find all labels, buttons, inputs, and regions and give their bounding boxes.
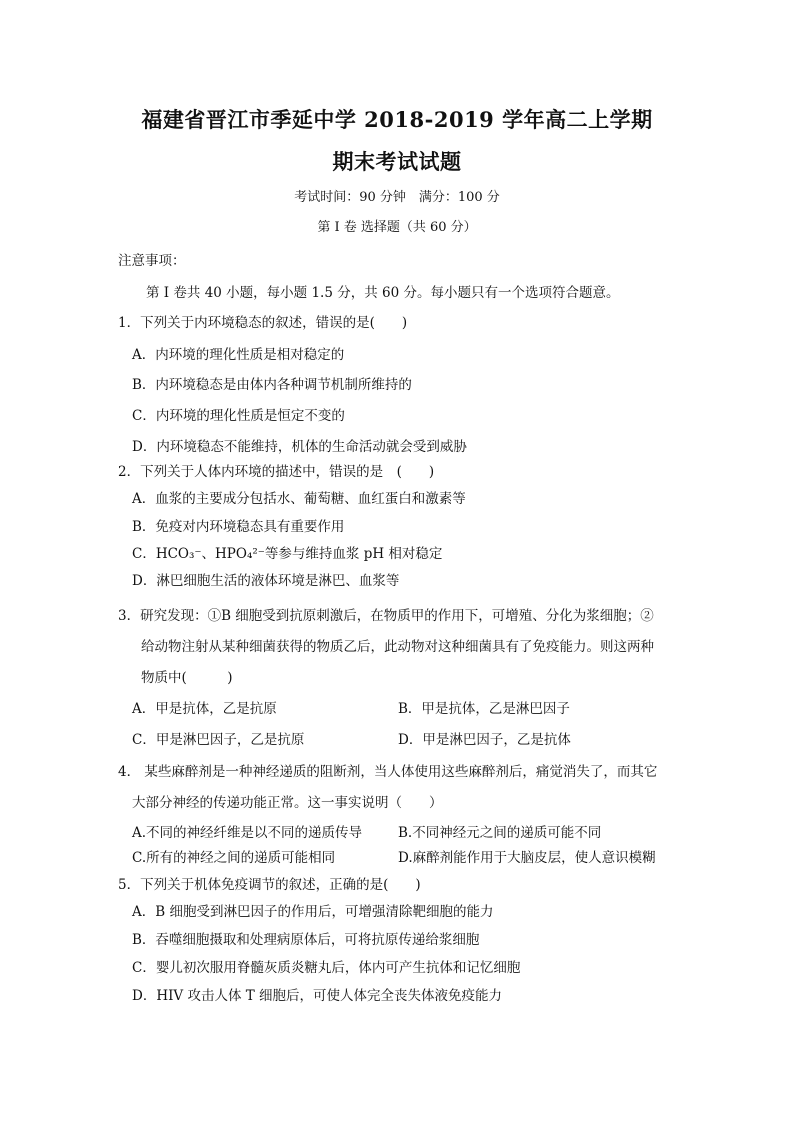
option-d: D．甲是淋巴因子，乙是抗体 [398,732,571,748]
notice-text: 第 I 卷共 40 小题，每小题 1.5 分，共 60 分。每小题只有一个选项符合题意。 [146,285,620,301]
question-stem: 2．下列关于人体内环境的描述中，错误的是 ( ) [118,464,435,480]
option-d: D．淋巴细胞生活的液体环境是淋巴、血浆等 [132,573,400,589]
question-stem: 5．下列关于机体免疫调节的叙述，正确的是( ) [118,877,421,893]
page-title-line2: 期末考试试题 [332,149,462,174]
notice-label: 注意事项： [118,253,186,269]
option-c: C．内环境的理化性质是恒定不变的 [132,408,345,424]
option-d: D．内环境稳态不能维持，机体的生命活动就会受到威胁 [132,439,467,455]
option-a: A．甲是抗体，乙是抗原 [132,701,277,717]
section-title: 第 I 卷 选择题（共 60 分） [317,220,477,235]
option-b: B．吞噬细胞摄取和处理病原体后，可将抗原传递给浆细胞 [132,932,480,948]
exam-info: 考试时间：90 分钟 满分：100 分 [294,190,500,205]
option-c: C.所有的神经之间的递质可能相同 [132,850,336,866]
question-stem-line2: 大部分神经的传递功能正常。这一事实说明（ ） [132,795,443,811]
option-c: C．甲是淋巴因子，乙是抗原 [132,732,305,748]
option-b: B．内环境稳态是由体内各种调节机制所维持的 [132,377,412,393]
question-stem: 1．下列关于内环境稳态的叙述，错误的是( ) [118,315,408,331]
option-b: B．免疫对内环境稳态具有重要作用 [132,519,345,535]
question-stem-line3: 物质中( ) [141,670,233,686]
question-stem-line1: 4． 某些麻醉剂是一种神经递质的阻断剂，当人体使用这些麻醉剂后，痛觉消失了，而其它 [118,764,658,780]
question-stem-line1: 3．研究发现：①B 细胞受到抗原刺激后，在物质甲的作用下，可增殖、分化为浆细胞；② [118,608,654,624]
option-a: A．内环境的理化性质是相对稳定的 [132,347,345,363]
option-c: C．HCO₃⁻、HPO₄²⁻等参与维持血浆 pH 相对稳定 [132,546,443,562]
option-d: D.麻醉剂能作用于大脑皮层，使人意识模糊 [398,850,656,866]
option-c: C．婴儿初次服用脊髓灰质炎糖丸后，体内可产生抗体和记忆细胞 [132,960,521,976]
option-a: A．血浆的主要成分包括水、葡萄糖、血红蛋白和激素等 [132,491,466,507]
option-a: A．B 细胞受到淋巴因子的作用后，可增强清除靶细胞的能力 [132,904,494,920]
option-a: A.不同的神经纤维是以不同的递质传导 [132,825,363,841]
question-stem-line2: 给动物注射从某种细菌获得的物质乙后，此动物对这种细菌具有了免疫能力。则这两种 [141,639,654,655]
option-d: D．HIV 攻击人体 T 细胞后，可使人体完全丧失体液免疫能力 [132,988,503,1004]
option-b: B．甲是抗体，乙是淋巴因子 [398,701,570,717]
page-title-line1: 福建省晋江市季延中学 2018-2019 学年高二上学期 [141,107,653,132]
option-b: B.不同神经元之间的递质可能不同 [398,825,602,841]
